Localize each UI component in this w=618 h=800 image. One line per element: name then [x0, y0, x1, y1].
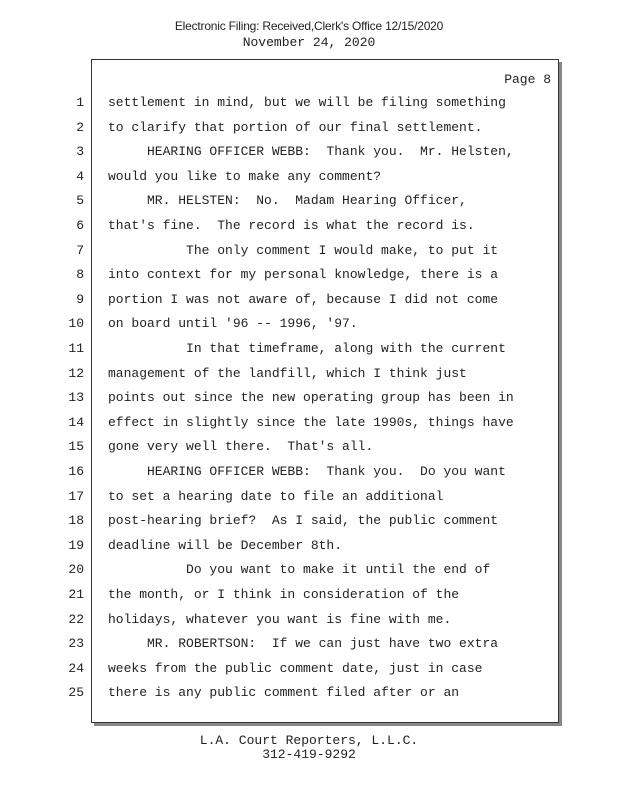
transcript-line: [0, 366, 618, 386]
line-text: to clarify that portion of our final settlement.: [108, 119, 483, 135]
transcript-line: [0, 464, 618, 484]
line-text: In that timeframe, along with the current: [108, 341, 506, 356]
line-text: The only comment I would make, to put it: [108, 242, 499, 258]
line-text: post-hearing brief? As I said, the public comment: [108, 513, 499, 529]
transcript-line: [0, 144, 618, 164]
reporter-company: L.A. Court Reporters, L.L.C.: [199, 733, 419, 748]
line-number: 7: [76, 242, 84, 258]
line-number: 1: [76, 95, 84, 110]
line-number: 11: [68, 341, 84, 356]
transcript-line: [0, 587, 618, 607]
transcript-line: [0, 193, 618, 213]
reporter-phone: 312-419-9292: [262, 747, 356, 762]
line-number: 22: [68, 611, 84, 627]
line-text: HEARING OFFICER WEBB: Thank you. Mr. Helsten,: [108, 144, 514, 160]
transcript-line: [0, 489, 618, 509]
page-number: Page 8: [504, 72, 551, 87]
transcript-line: [0, 95, 618, 115]
transcript-line: [0, 316, 618, 336]
transcript-line: [0, 243, 618, 263]
line-text: the month, or I think in consideration of the: [108, 587, 460, 602]
transcript-line: [0, 267, 618, 287]
transcript-line: [0, 415, 618, 435]
line-number: 10: [68, 316, 84, 332]
line-text: points out since the new operating group has been in: [108, 390, 514, 406]
line-number: 14: [68, 414, 84, 430]
line-text: Do you want to make it until the end of: [108, 562, 491, 578]
transcript-line: [0, 538, 618, 558]
line-number: 9: [76, 291, 84, 307]
transcript-line: [0, 120, 618, 140]
line-text: effect in slightly since the late 1990s, things have: [108, 414, 514, 430]
line-text: there is any public comment filed after or an: [108, 685, 460, 701]
line-number: 24: [68, 660, 84, 676]
transcript-line: [0, 636, 618, 656]
transcript-line: [0, 439, 618, 459]
line-number: 21: [68, 587, 84, 602]
line-number: 23: [68, 636, 84, 652]
line-number: 5: [76, 193, 84, 209]
line-text: management of the landfill, which I think just: [108, 365, 467, 381]
line-text: deadline will be December 8th.: [108, 537, 343, 553]
line-number: 20: [68, 562, 84, 578]
line-text: on board until '96 -- 1996, '97.: [108, 316, 358, 332]
line-text: into context for my personal knowledge, there is a: [108, 267, 499, 283]
transcript-line: [0, 562, 618, 582]
transcript-line: [0, 685, 618, 705]
line-number: 8: [76, 267, 84, 283]
line-text: that's fine. The record is what the record is.: [108, 218, 475, 233]
line-text: HEARING OFFICER WEBB: Thank you. Do you want: [108, 464, 506, 479]
transcript-line: [0, 390, 618, 410]
line-number: 6: [76, 218, 84, 233]
line-text: MR. HELSTEN: No. Madam Hearing Officer,: [108, 193, 467, 209]
line-number: 19: [68, 537, 84, 553]
transcript-line: [0, 341, 618, 361]
line-number: 25: [68, 685, 84, 701]
transcript-line: [0, 513, 618, 533]
line-number: 18: [68, 513, 84, 529]
line-number: 2: [76, 119, 84, 135]
line-text: holidays, whatever you want is fine with me.: [108, 611, 452, 627]
line-text: gone very well there. That's all.: [108, 439, 374, 455]
line-number: 3: [76, 144, 84, 160]
line-number: 15: [68, 439, 84, 455]
line-text: would you like to make any comment?: [108, 168, 382, 184]
line-number: 12: [68, 365, 84, 381]
line-text: to set a hearing date to file an additional: [108, 488, 444, 504]
line-text: settlement in mind, but we will be filing something: [108, 95, 506, 110]
transcript-line: [0, 661, 618, 681]
filing-stamp: Electronic Filing: Received,Clerk's Office 12/15/2020: [174, 19, 444, 33]
line-text: MR. ROBERTSON: If we can just have two extra: [108, 636, 499, 652]
transcript-line: [0, 218, 618, 238]
transcript-line: [0, 169, 618, 189]
transcript-date: November 24, 2020: [242, 35, 376, 50]
line-number: 17: [68, 488, 84, 504]
line-text: weeks from the public comment date, just in case: [108, 660, 483, 676]
line-number: 16: [68, 464, 84, 479]
transcript-line: [0, 612, 618, 632]
line-number: 4: [76, 168, 84, 184]
line-number: 13: [68, 390, 84, 406]
line-text: portion I was not aware of, because I did not come: [108, 291, 499, 307]
transcript-line: [0, 292, 618, 312]
